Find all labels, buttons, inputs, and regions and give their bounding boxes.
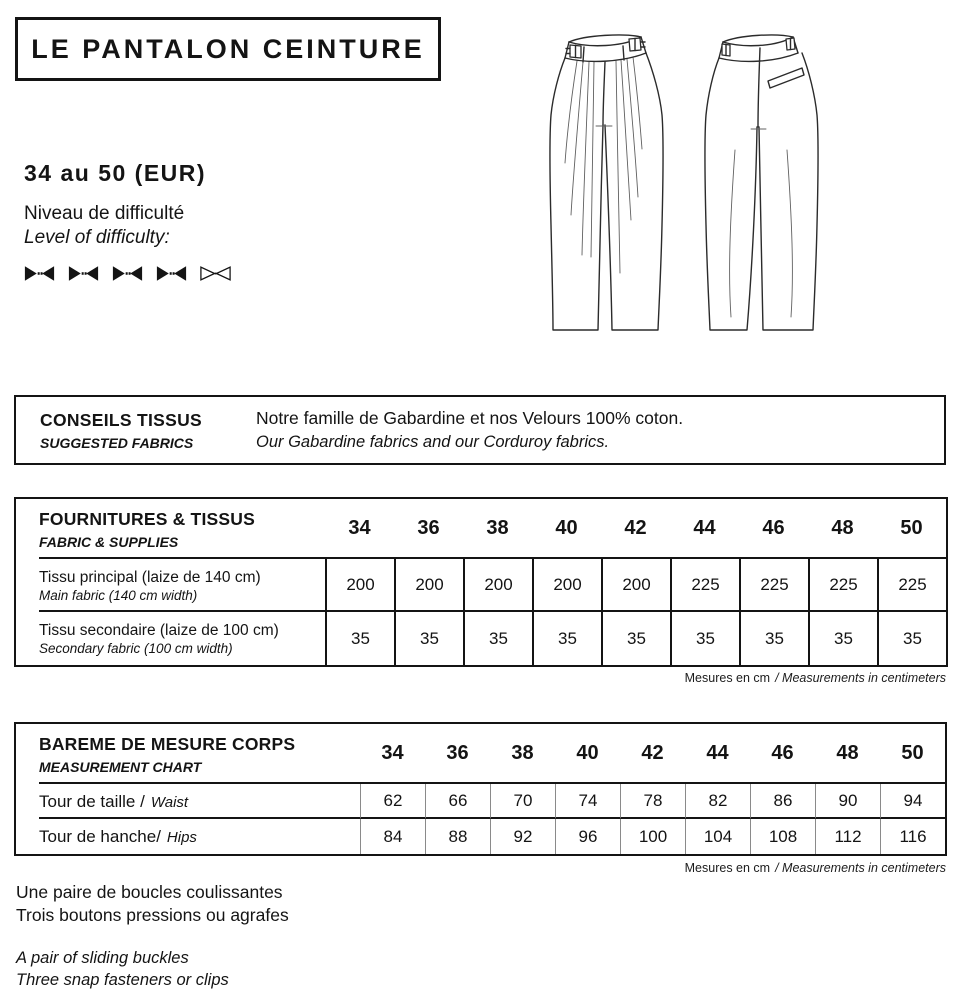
cell-value: 35 (601, 612, 670, 665)
size-header: 40 (532, 499, 601, 559)
row-label: Tour de hanche/ Hips (39, 826, 197, 846)
cell-value: 200 (325, 559, 394, 612)
fabrics-text-en: Our Gabardine fabrics and our Corduroy fabrics. (256, 433, 610, 451)
table-row (16, 819, 945, 854)
difficulty-rating (24, 264, 231, 283)
size-header: 38 (490, 724, 555, 784)
size-range: 34 au 50 (EUR) (24, 160, 207, 186)
cell-value: 78 (620, 784, 685, 819)
measurement-title-fr: BAREME DE MESURE CORPS (39, 733, 296, 754)
row-label: Tissu secondaire (laize de 100 cm) Secondary fabric (100 cm width) (39, 621, 279, 656)
difficulty-label-en: Level of difficulty: (24, 227, 170, 248)
size-header: 36 (425, 724, 490, 784)
cell-value: 200 (532, 559, 601, 612)
fabrics-title-fr: CONSEILS TISSUS (40, 409, 203, 430)
cell-value: 225 (670, 559, 739, 612)
notion-item-fr: Une paire de boucles coulissantes (16, 882, 283, 902)
notion-item-en: Three snap fasteners or clips (16, 971, 229, 989)
measurement-header-row (16, 724, 945, 784)
cell-value: 225 (877, 559, 946, 612)
cell-value: 70 (490, 784, 555, 819)
size-header: 48 (808, 499, 877, 559)
cell-value: 200 (463, 559, 532, 612)
cell-value: 108 (750, 819, 815, 854)
page-title: LE PANTALON CEINTURE (31, 33, 425, 64)
cell-value: 94 (880, 784, 945, 819)
difficulty-bow-icon (200, 264, 231, 283)
difficulty-bow-icon (156, 264, 187, 283)
size-header: 40 (555, 724, 620, 784)
cell-value: 200 (394, 559, 463, 612)
measurement-table-title (16, 724, 360, 784)
title-box (15, 17, 441, 81)
cell-value: 90 (815, 784, 880, 819)
cell-value: 112 (815, 819, 880, 854)
back-welt-pocket (768, 68, 804, 88)
size-header: 38 (463, 499, 532, 559)
cell-value: 35 (739, 612, 808, 665)
cell-value: 225 (808, 559, 877, 612)
table-row (16, 559, 946, 612)
size-header: 44 (685, 724, 750, 784)
cell-value: 84 (360, 819, 425, 854)
fabrics-text-fr: Notre famille de Gabardine et nos Velours 100% coton. (256, 408, 684, 428)
supplies-table-title (16, 499, 325, 559)
size-header: 44 (670, 499, 739, 559)
notion-item-en: A pair of sliding buckles (16, 949, 189, 967)
supplies-table (14, 497, 948, 667)
fabrics-title-en: SUGGESTED FABRICS (40, 434, 194, 451)
table-row (16, 612, 946, 665)
cell-value: 74 (555, 784, 620, 819)
units-footnote: Mesures en cm / Measurements in centimeters (684, 671, 946, 685)
notion-item-fr: Trois boutons pressions ou agrafes (16, 905, 289, 925)
trousers-back-view (705, 35, 818, 330)
back-buckle-left (722, 44, 730, 56)
row-label: Tour de taille / Waist (16, 784, 360, 819)
cell-value: 35 (808, 612, 877, 665)
cell-value: 66 (425, 784, 490, 819)
size-header: 50 (880, 724, 945, 784)
cell-value: 86 (750, 784, 815, 819)
suggested-fabrics-box (14, 395, 946, 465)
cell-value: 92 (490, 819, 555, 854)
cell-value: 88 (425, 819, 490, 854)
size-header: 36 (394, 499, 463, 559)
difficulty-label-fr: Niveau de difficulté (24, 203, 185, 224)
size-header: 34 (360, 724, 425, 784)
cell-value: 35 (325, 612, 394, 665)
supplies-title-fr: FOURNITURES & TISSUS (39, 508, 255, 529)
notions-list (16, 881, 289, 991)
cell-value: 200 (601, 559, 670, 612)
cell-value: 225 (739, 559, 808, 612)
size-header: 46 (739, 499, 808, 559)
units-footnote: Mesures en cm / Measurements in centimeters (684, 861, 946, 875)
cell-value: 35 (877, 612, 946, 665)
cell-value: 62 (360, 784, 425, 819)
cell-value: 35 (463, 612, 532, 665)
measurement-table (14, 722, 947, 856)
difficulty-bow-icon (68, 264, 99, 283)
size-header: 48 (815, 724, 880, 784)
size-header: 42 (620, 724, 685, 784)
size-header: 50 (877, 499, 946, 559)
supplies-header-row (16, 499, 946, 559)
cell-value: 35 (532, 612, 601, 665)
cell-value: 104 (685, 819, 750, 854)
trousers-flat-sketch (525, 5, 955, 355)
back-buckle-right (786, 38, 795, 50)
cell-value: 35 (394, 612, 463, 665)
cell-value: 96 (555, 819, 620, 854)
size-header: 46 (750, 724, 815, 784)
difficulty-block (24, 202, 231, 283)
cell-value: 35 (670, 612, 739, 665)
cell-value: 82 (685, 784, 750, 819)
supplies-title-en: FABRIC & SUPPLIES (39, 533, 179, 550)
cell-value: 116 (880, 819, 945, 854)
size-header: 42 (601, 499, 670, 559)
cell-value: 100 (620, 819, 685, 854)
trousers-front-view (550, 35, 663, 330)
row-label: Tissu principal (laize de 140 cm) Main fabric (140 cm width) (16, 559, 325, 612)
table-row (16, 784, 945, 819)
difficulty-bow-icon (24, 264, 55, 283)
size-header: 34 (325, 499, 394, 559)
difficulty-bow-icon (112, 264, 143, 283)
measurement-title-en: MEASUREMENT CHART (39, 758, 202, 775)
